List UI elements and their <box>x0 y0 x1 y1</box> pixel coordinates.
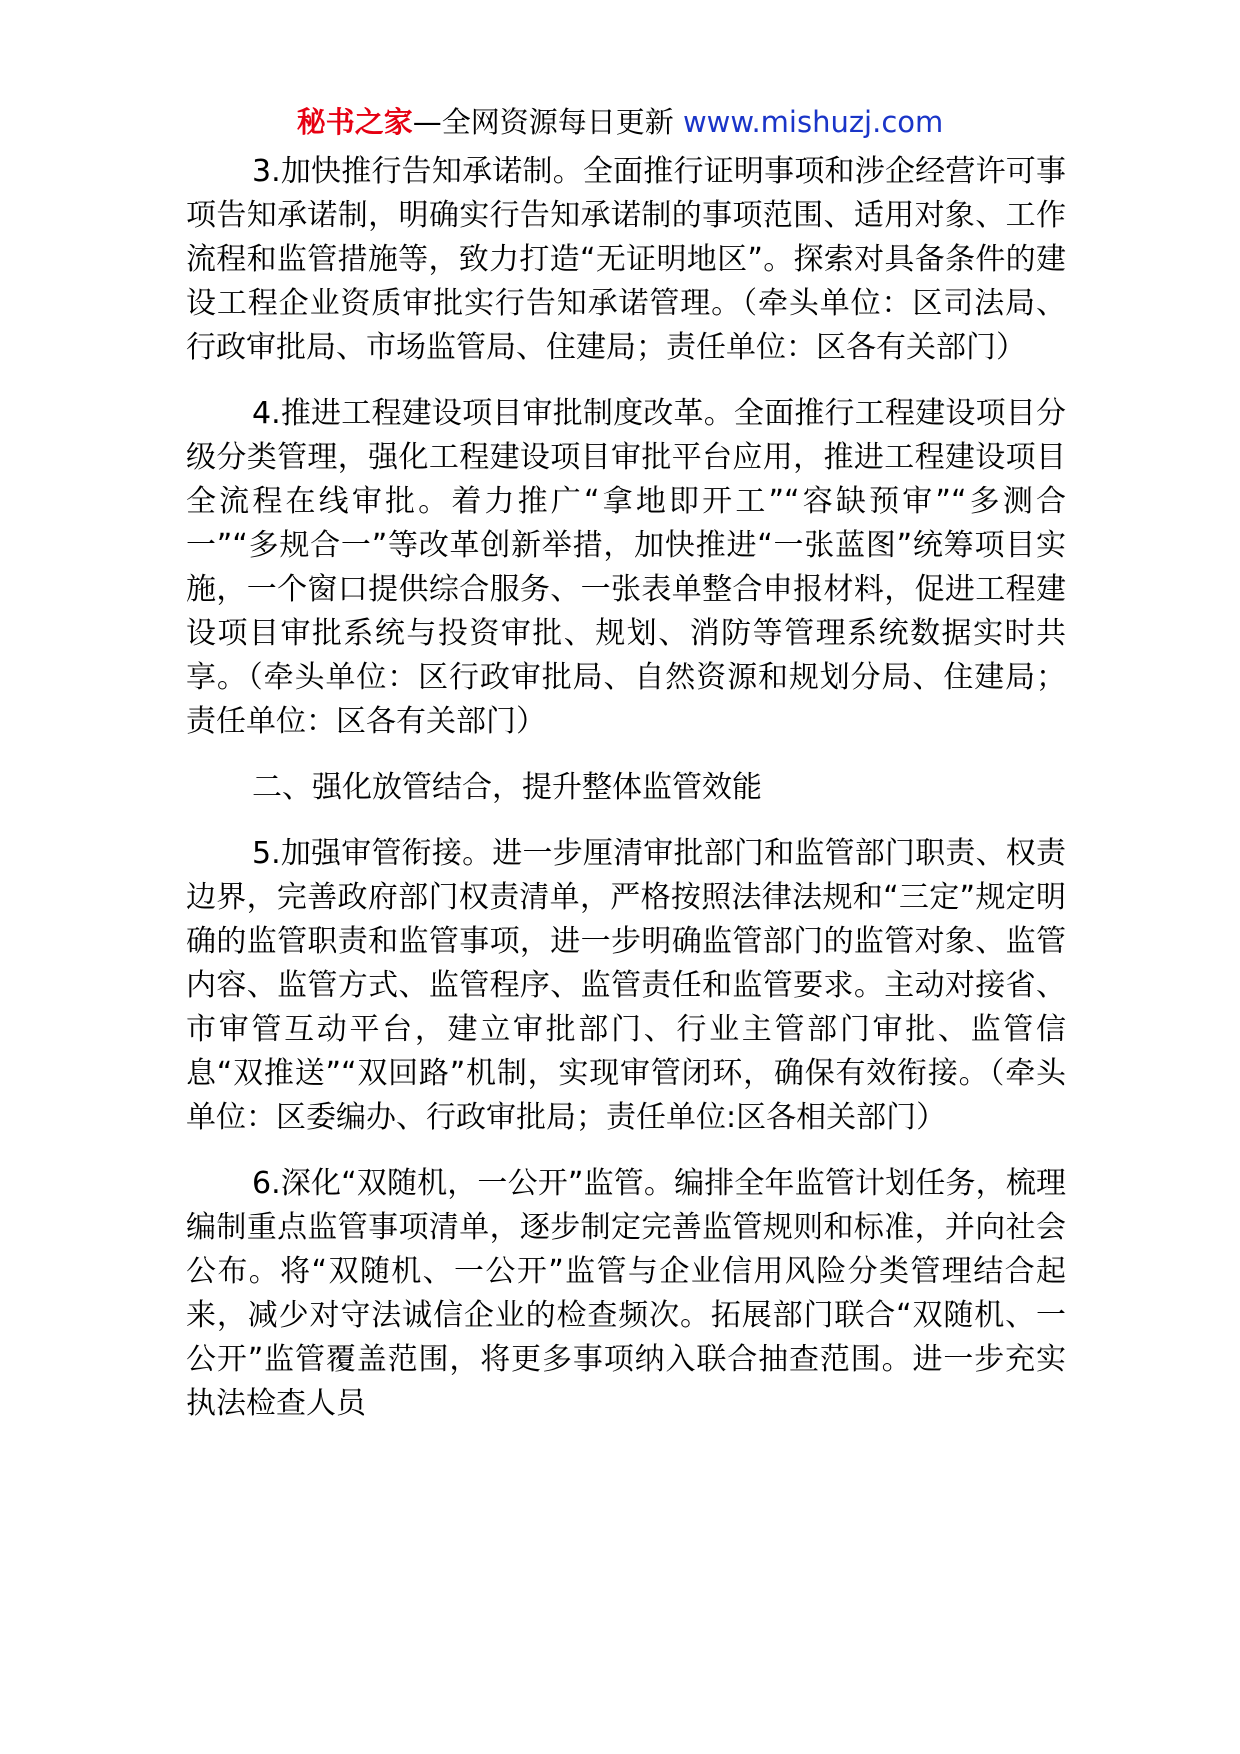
brand-name: 秘书之家 <box>296 105 413 139</box>
paragraph-item-5: 5.加强审管衔接。进一步厘清审批部门和监管部门职责、权责边界，完善政府部门权责清单，严格按照法律法规和“三定”规定明确的监管职责和监管事项，进一步明确监管部门的监管对象、监管内容、监管方式、监管程序、监管责任和监管要求。主动对接省、市审管互动平台，建立审批部门、行业主管部门审批、监管信息“双推送”“双回路”机制，实现审管闭环，确保有效衔接。（牵头单位：区委编办、行政审批局；责任单位:区各相关部门） <box>186 836 1066 1135</box>
page-header <box>0 102 1240 142</box>
document-body <box>186 150 1066 1426</box>
paragraph-item-3: 3.加快推行告知承诺制。全面推行证明事项和涉企经营许可事项告知承诺制，明确实行告知承诺制的事项范围、适用对象、工作流程和监管措施等，致力打造“无证明地区”。探索对具备条件的建设工程企业资质审批实行告知承诺管理。（牵头单位：区司法局、行政审批局、市场监管局、住建局；责任单位：区各有关部门） <box>186 154 1066 365</box>
paragraph-item-6: 6.深化“双随机，一公开”监管。编排全年监管计划任务，梳理编制重点监管事项清单，逐步制定完善监管规则和标准，并向社会公布。将“双随机、一公开”监管与企业信用风险分类管理结合起来，减少对守法诚信企业的检查频次。拓展部门联合“双随机、一公开”监管覆盖范围，将更多事项纳入联合抽查范围。进一步充实执法检查人员 <box>186 1166 1066 1421</box>
site-url-link[interactable]: www.mishuzj.com <box>682 105 944 139</box>
header-slogan: —全网资源每日更新 <box>412 105 674 139</box>
paragraph-item-4: 4.推进工程建设项目审批制度改革。全面推行工程建设项目分级分类管理，强化工程建设项目审批平台应用，推进工程建设项目全流程在线审批。着力推广“拿地即开工”“容缺预审”“多测合一”“多规合一”等改革创新举措，加快推进“一张蓝图”统筹项目实施，一个窗口提供综合服务、一张表单整合申报材料，促进工程建设项目审批系统与投资审批、规划、消防等管理系统数据实时共享。（牵头单位：区行政审批局、自然资源和规划分局、住建局；责任单位：区各有关部门） <box>186 396 1066 739</box>
section-heading-2: 二、强化放管结合，提升整体监管效能 <box>252 770 762 805</box>
